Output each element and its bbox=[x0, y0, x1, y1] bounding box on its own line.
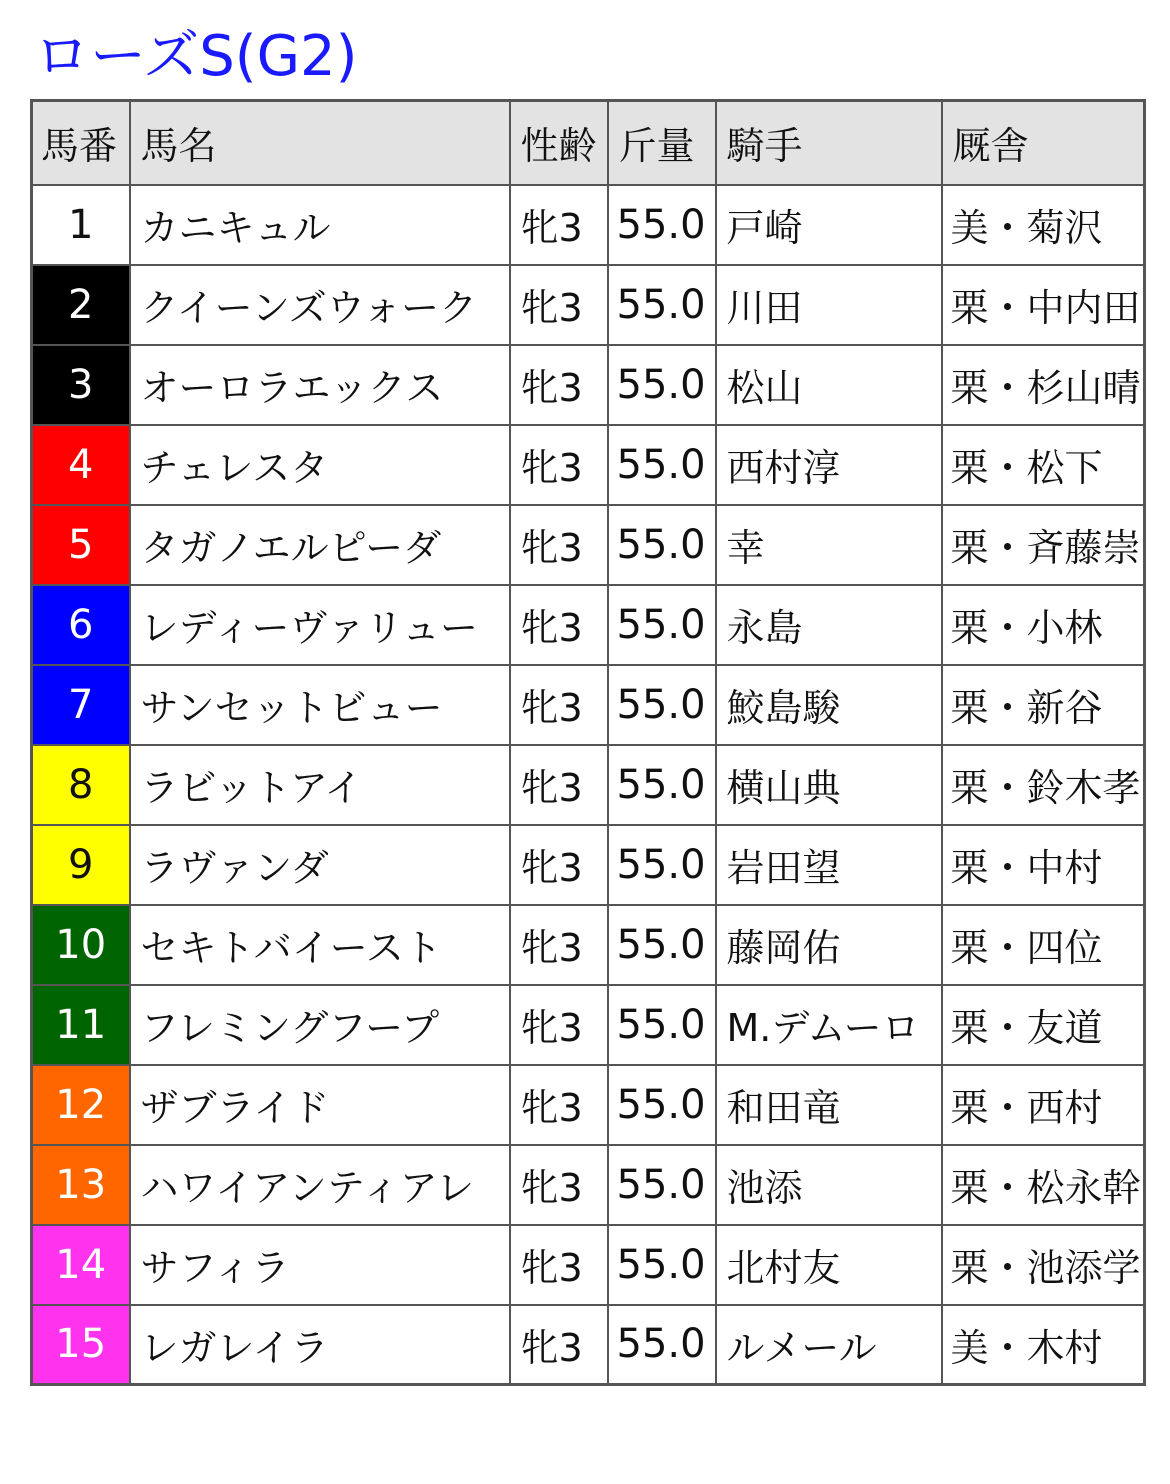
stable-cell: 美・菊沢 bbox=[942, 185, 1145, 265]
horse-name-cell: ラビットアイ bbox=[130, 745, 510, 825]
table-row bbox=[32, 905, 1145, 985]
table-row bbox=[32, 585, 1145, 665]
stable-cell: 栗・池添学 bbox=[942, 1225, 1145, 1305]
horse-number-cell: 7 bbox=[32, 665, 130, 745]
jockey-cell: 和田竜 bbox=[716, 1065, 942, 1145]
sex-age-cell: 牝3 bbox=[510, 985, 608, 1065]
horse-name-cell: フレミングフープ bbox=[130, 985, 510, 1065]
weight-cell: 55.0 bbox=[608, 985, 716, 1065]
horse-number-cell: 8 bbox=[32, 745, 130, 825]
weight-cell: 55.0 bbox=[608, 1225, 716, 1305]
sex-age-cell: 牝3 bbox=[510, 185, 608, 265]
horse-number-cell: 3 bbox=[32, 345, 130, 425]
header-weight: 斤量 bbox=[608, 101, 716, 185]
jockey-cell: 池添 bbox=[716, 1145, 942, 1225]
weight-cell: 55.0 bbox=[608, 505, 716, 585]
horse-name-cell: タガノエルピーダ bbox=[130, 505, 510, 585]
horse-name-cell: オーロラエックス bbox=[130, 345, 510, 425]
table-row bbox=[32, 505, 1145, 585]
header-row bbox=[32, 101, 1145, 185]
weight-cell: 55.0 bbox=[608, 345, 716, 425]
stable-cell: 栗・四位 bbox=[942, 905, 1145, 985]
table-row bbox=[32, 825, 1145, 905]
table-row bbox=[32, 1145, 1145, 1225]
sex-age-cell: 牝3 bbox=[510, 425, 608, 505]
horse-name-cell: カニキュル bbox=[130, 185, 510, 265]
horse-number-cell: 15 bbox=[32, 1305, 130, 1385]
header-sex-age: 性齢 bbox=[510, 101, 608, 185]
page-title: ローズS(G2) bbox=[34, 24, 358, 89]
horse-name-cell: ラヴァンダ bbox=[130, 825, 510, 905]
stable-cell: 栗・松下 bbox=[942, 425, 1145, 505]
stable-cell: 美・木村 bbox=[942, 1305, 1145, 1385]
horse-name-cell: セキトバイースト bbox=[130, 905, 510, 985]
sex-age-cell: 牝3 bbox=[510, 505, 608, 585]
sex-age-cell: 牝3 bbox=[510, 665, 608, 745]
stable-cell: 栗・西村 bbox=[942, 1065, 1145, 1145]
sex-age-cell: 牝3 bbox=[510, 1145, 608, 1225]
jockey-cell: 鮫島駿 bbox=[716, 665, 942, 745]
weight-cell: 55.0 bbox=[608, 1065, 716, 1145]
horse-number-cell: 2 bbox=[32, 265, 130, 345]
horse-number-cell: 12 bbox=[32, 1065, 130, 1145]
header-stable: 厩舎 bbox=[942, 101, 1145, 185]
stable-cell: 栗・中村 bbox=[942, 825, 1145, 905]
table-row bbox=[32, 745, 1145, 825]
horse-name-cell: サンセットビュー bbox=[130, 665, 510, 745]
stable-cell: 栗・友道 bbox=[942, 985, 1145, 1065]
entries-table bbox=[30, 99, 1146, 1386]
horse-name-cell: サフィラ bbox=[130, 1225, 510, 1305]
jockey-cell: 西村淳 bbox=[716, 425, 942, 505]
weight-cell: 55.0 bbox=[608, 425, 716, 505]
stable-cell: 栗・松永幹 bbox=[942, 1145, 1145, 1225]
jockey-cell: 岩田望 bbox=[716, 825, 942, 905]
jockey-cell: M.デムーロ bbox=[716, 985, 942, 1065]
weight-cell: 55.0 bbox=[608, 745, 716, 825]
horse-number-cell: 14 bbox=[32, 1225, 130, 1305]
weight-cell: 55.0 bbox=[608, 1305, 716, 1385]
horse-name-cell: チェレスタ bbox=[130, 425, 510, 505]
horse-number-cell: 4 bbox=[32, 425, 130, 505]
table-row bbox=[32, 425, 1145, 505]
table-row bbox=[32, 185, 1145, 265]
horse-name-cell: ザブライド bbox=[130, 1065, 510, 1145]
table-row bbox=[32, 345, 1145, 425]
horse-number-cell: 5 bbox=[32, 505, 130, 585]
table-row bbox=[32, 985, 1145, 1065]
jockey-cell: 川田 bbox=[716, 265, 942, 345]
table-row bbox=[32, 1305, 1145, 1385]
jockey-cell: 幸 bbox=[716, 505, 942, 585]
jockey-cell: 戸崎 bbox=[716, 185, 942, 265]
horse-number-cell: 1 bbox=[32, 185, 130, 265]
stable-cell: 栗・斉藤崇 bbox=[942, 505, 1145, 585]
jockey-cell: ルメール bbox=[716, 1305, 942, 1385]
stable-cell: 栗・鈴木孝 bbox=[942, 745, 1145, 825]
sex-age-cell: 牝3 bbox=[510, 265, 608, 345]
table-row bbox=[32, 665, 1145, 745]
entries-body bbox=[32, 185, 1145, 1385]
sex-age-cell: 牝3 bbox=[510, 1225, 608, 1305]
jockey-cell: 松山 bbox=[716, 345, 942, 425]
jockey-cell: 横山典 bbox=[716, 745, 942, 825]
weight-cell: 55.0 bbox=[608, 905, 716, 985]
weight-cell: 55.0 bbox=[608, 825, 716, 905]
horse-name-cell: クイーンズウォーク bbox=[130, 265, 510, 345]
table-row bbox=[32, 1225, 1145, 1305]
horse-number-cell: 9 bbox=[32, 825, 130, 905]
stable-cell: 栗・小林 bbox=[942, 585, 1145, 665]
header-horse: 馬名 bbox=[130, 101, 510, 185]
jockey-cell: 北村友 bbox=[716, 1225, 942, 1305]
sex-age-cell: 牝3 bbox=[510, 825, 608, 905]
horse-name-cell: レガレイラ bbox=[130, 1305, 510, 1385]
table-row bbox=[32, 265, 1145, 345]
jockey-cell: 永島 bbox=[716, 585, 942, 665]
header-number: 馬番 bbox=[32, 101, 130, 185]
weight-cell: 55.0 bbox=[608, 665, 716, 745]
jockey-cell: 藤岡佑 bbox=[716, 905, 942, 985]
weight-cell: 55.0 bbox=[608, 185, 716, 265]
horse-number-cell: 6 bbox=[32, 585, 130, 665]
sex-age-cell: 牝3 bbox=[510, 745, 608, 825]
horse-name-cell: レディーヴァリュー bbox=[130, 585, 510, 665]
weight-cell: 55.0 bbox=[608, 1145, 716, 1225]
sex-age-cell: 牝3 bbox=[510, 905, 608, 985]
sex-age-cell: 牝3 bbox=[510, 585, 608, 665]
sex-age-cell: 牝3 bbox=[510, 345, 608, 425]
horse-number-cell: 13 bbox=[32, 1145, 130, 1225]
header-jockey: 騎手 bbox=[716, 101, 942, 185]
table-row bbox=[32, 1065, 1145, 1145]
horse-name-cell: ハワイアンティアレ bbox=[130, 1145, 510, 1225]
horse-number-cell: 11 bbox=[32, 985, 130, 1065]
stable-cell: 栗・杉山晴 bbox=[942, 345, 1145, 425]
sex-age-cell: 牝3 bbox=[510, 1305, 608, 1385]
weight-cell: 55.0 bbox=[608, 265, 716, 345]
weight-cell: 55.0 bbox=[608, 585, 716, 665]
horse-number-cell: 10 bbox=[32, 905, 130, 985]
stable-cell: 栗・中内田 bbox=[942, 265, 1145, 345]
sex-age-cell: 牝3 bbox=[510, 1065, 608, 1145]
stable-cell: 栗・新谷 bbox=[942, 665, 1145, 745]
